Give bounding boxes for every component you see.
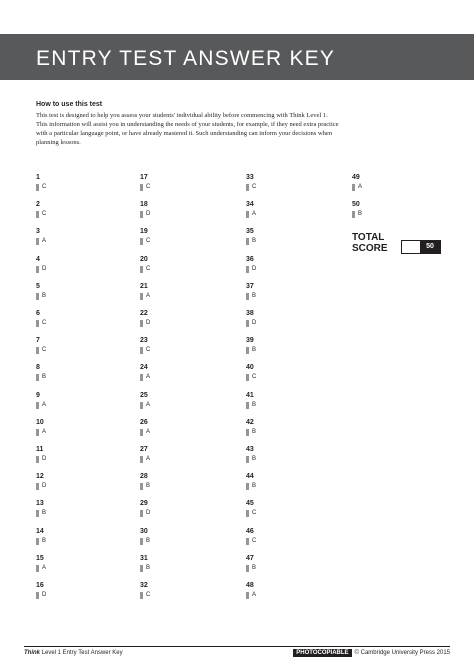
answer-item (246, 500, 306, 522)
answer-marker (246, 266, 249, 273)
answer-letter: A (42, 564, 47, 571)
question-number: 48 (246, 582, 254, 589)
answer-letter: B (146, 483, 151, 490)
footer-left (24, 650, 123, 656)
answer-item (36, 528, 96, 550)
question-number: 23 (140, 337, 148, 345)
answer-item (246, 256, 306, 278)
question-number: 9 (36, 391, 40, 399)
answer-item (352, 201, 412, 223)
question-number: 35 (246, 228, 254, 236)
answer-letter: B (146, 564, 151, 571)
answer-item (36, 582, 96, 604)
answer-item (246, 174, 306, 196)
answer-letter: B (42, 292, 47, 299)
answer-marker (140, 592, 143, 599)
score-max: 50 (420, 241, 440, 253)
answer-item (246, 555, 306, 577)
answer-item (140, 364, 200, 386)
question-number: 19 (140, 228, 148, 236)
question-number: 30 (140, 527, 148, 535)
answer-item (246, 310, 306, 332)
answer-marker (140, 538, 143, 545)
footer-brand: Think (24, 650, 40, 656)
score-box[interactable] (401, 240, 441, 254)
answer-item (36, 228, 96, 250)
answer-item (140, 419, 200, 441)
answer-marker (140, 238, 143, 245)
answer-marker (246, 293, 249, 300)
question-number: 25 (140, 391, 148, 399)
question-number: 5 (36, 282, 40, 290)
answer-marker (36, 320, 39, 327)
answer-item (140, 201, 200, 223)
question-number: 11 (36, 446, 44, 453)
answer-marker (36, 211, 39, 218)
answer-item (36, 500, 96, 522)
answer-item (140, 310, 200, 332)
question-number: 31 (140, 554, 148, 562)
answer-item (246, 228, 306, 250)
answer-marker (36, 510, 39, 517)
answer-letter: B (252, 564, 257, 571)
answer-marker (140, 184, 143, 191)
answer-item (36, 337, 96, 359)
question-number: 20 (140, 255, 148, 263)
answer-letter: B (252, 238, 257, 245)
question-number: 44 (246, 473, 254, 481)
answer-marker (140, 510, 143, 517)
answer-item (246, 582, 306, 604)
question-number: 50 (352, 201, 360, 209)
answer-item (246, 446, 306, 468)
answer-letter: C (252, 374, 257, 381)
answer-letter: C (252, 510, 257, 517)
answer-marker (36, 184, 39, 191)
answer-marker (352, 184, 355, 191)
question-number: 45 (246, 500, 254, 508)
answer-letter: B (42, 537, 47, 544)
answer-letter: A (42, 401, 47, 408)
answer-marker (246, 402, 249, 409)
footer-right (255, 649, 450, 657)
question-number: 40 (246, 364, 254, 372)
answer-marker (246, 374, 249, 381)
question-number: 4 (36, 255, 40, 263)
question-number: 17 (140, 174, 148, 181)
question-number: 14 (36, 527, 44, 535)
question-number: 39 (246, 337, 254, 345)
answer-letter: A (252, 592, 257, 598)
footer-divider (24, 646, 450, 647)
page-title: ENTRY TEST ANSWER KEY (36, 47, 336, 70)
answer-letter: D (252, 265, 257, 272)
answer-item (246, 392, 306, 414)
question-number: 8 (36, 364, 40, 372)
answer-item (140, 174, 200, 196)
answer-letter: B (146, 537, 151, 544)
answer-letter: B (42, 510, 47, 517)
answer-marker (246, 238, 249, 245)
answer-item (140, 446, 200, 468)
answer-marker (36, 347, 39, 354)
answer-marker (246, 347, 249, 354)
answer-letter: B (252, 483, 257, 490)
answer-letter: C (252, 537, 257, 544)
question-number: 15 (36, 554, 44, 562)
answer-item (140, 228, 200, 250)
question-number: 36 (246, 255, 254, 263)
answer-letter: A (146, 292, 151, 299)
answer-item (246, 473, 306, 495)
answer-item (246, 419, 306, 441)
question-number: 47 (246, 554, 254, 562)
answer-marker (246, 211, 249, 218)
answer-letter: C (252, 184, 257, 190)
answer-marker (140, 266, 143, 273)
question-number: 21 (140, 282, 148, 290)
question-number: 32 (140, 582, 148, 589)
answer-letter: B (358, 211, 363, 218)
answer-letter: A (146, 374, 151, 381)
answer-marker (352, 211, 355, 218)
answer-marker (36, 374, 39, 381)
answer-item (140, 500, 200, 522)
answer-letter: C (146, 347, 151, 354)
question-number: 6 (36, 310, 40, 317)
answer-marker (36, 238, 39, 245)
answer-item (36, 446, 96, 468)
answer-marker (140, 293, 143, 300)
answer-item (140, 256, 200, 278)
question-number: 28 (140, 473, 148, 481)
answer-marker (246, 483, 249, 490)
answer-letter: B (252, 347, 257, 354)
answer-marker (246, 510, 249, 517)
answer-letter: A (358, 184, 363, 190)
answer-marker (246, 320, 249, 327)
answer-item (140, 392, 200, 414)
answer-marker (140, 483, 143, 490)
answer-item (246, 283, 306, 305)
answer-marker (36, 266, 39, 273)
answer-marker (140, 347, 143, 354)
question-number: 49 (352, 174, 360, 181)
howto-body (36, 111, 451, 147)
answer-marker (36, 483, 39, 490)
answer-marker (140, 565, 143, 572)
answer-item (36, 473, 96, 495)
answer-item (140, 528, 200, 550)
question-number: 42 (246, 418, 254, 426)
answer-letter: C (146, 592, 151, 598)
answer-item (36, 256, 96, 278)
total-label-line2: SCORE (352, 243, 388, 254)
question-number: 37 (246, 282, 254, 290)
answer-item (36, 392, 96, 414)
howto-heading: How to use this test (36, 101, 103, 108)
answer-marker (36, 538, 39, 545)
answer-item (246, 201, 306, 223)
question-number: 13 (36, 500, 44, 508)
answer-marker (140, 374, 143, 381)
answer-marker (140, 211, 143, 218)
question-number: 18 (140, 201, 148, 209)
answer-letter: A (42, 238, 47, 245)
answer-item (36, 364, 96, 386)
answer-marker (36, 456, 39, 463)
answer-letter: D (42, 483, 47, 490)
question-number: 34 (246, 201, 254, 209)
answer-item (140, 582, 200, 604)
answer-letter: C (42, 347, 47, 354)
answer-item (352, 174, 412, 196)
answer-marker (36, 592, 39, 599)
answer-item (36, 310, 96, 332)
answer-letter: D (42, 456, 47, 462)
question-number: 1 (36, 174, 40, 181)
answer-item (246, 528, 306, 550)
answer-letter: B (252, 401, 257, 408)
answer-letter: B (252, 456, 257, 462)
answer-marker (36, 429, 39, 436)
question-number: 22 (140, 310, 148, 317)
answer-item (140, 337, 200, 359)
question-number: 7 (36, 337, 40, 345)
answer-item (36, 174, 96, 196)
answer-letter: A (146, 456, 151, 462)
answer-item (140, 283, 200, 305)
answer-letter: C (146, 238, 151, 245)
answer-marker (36, 565, 39, 572)
howto-line: with a particular language point, or have already mastered it. Such understanding can inform your decisions when (36, 130, 333, 137)
total-score-label (352, 232, 388, 254)
question-number: 41 (246, 391, 254, 399)
answer-marker (246, 592, 249, 599)
answer-letter: D (146, 320, 151, 326)
answer-letter: A (146, 428, 151, 435)
answer-letter: B (252, 428, 257, 435)
answer-item (140, 473, 200, 495)
answer-item (246, 337, 306, 359)
answer-letter: B (252, 292, 257, 299)
howto-line: This information will assist you in understanding the needs of your students, for example, if they need extra practice (36, 121, 339, 128)
answer-letter: D (146, 510, 151, 517)
answer-item (140, 555, 200, 577)
question-number: 10 (36, 418, 44, 426)
answer-marker (246, 565, 249, 572)
answer-letter: A (146, 401, 151, 408)
answer-marker (246, 429, 249, 436)
answer-letter: B (42, 374, 47, 381)
answer-marker (140, 320, 143, 327)
photocopiable-badge: PHOTOCOPIABLE (293, 649, 351, 657)
answer-letter: C (146, 184, 151, 190)
question-number: 16 (36, 582, 44, 589)
answer-marker (246, 184, 249, 191)
answer-letter: D (252, 320, 257, 326)
answer-letter: C (42, 184, 47, 190)
answer-letter: D (42, 592, 47, 598)
howto-line: This test is designed to help you assess your students' individual ability before commencing with Think Level 1. (36, 112, 328, 119)
answer-marker (246, 538, 249, 545)
answer-marker (140, 429, 143, 436)
answer-letter: D (146, 211, 151, 218)
answer-item (36, 283, 96, 305)
question-number: 43 (246, 446, 254, 453)
howto-line: planning lessons. (36, 139, 81, 146)
answer-marker (36, 402, 39, 409)
answer-letter: A (252, 211, 257, 218)
answer-marker (246, 456, 249, 463)
total-label-line1: TOTAL (352, 232, 385, 243)
question-number: 3 (36, 228, 40, 236)
question-number: 38 (246, 310, 254, 317)
question-number: 24 (140, 364, 148, 372)
answer-item (36, 419, 96, 441)
answer-item (36, 201, 96, 223)
question-number: 29 (140, 500, 148, 508)
question-number: 26 (140, 418, 148, 426)
answer-item (36, 555, 96, 577)
footer-copyright: © Cambridge University Press 2015 (354, 650, 450, 656)
question-number: 12 (36, 473, 44, 481)
question-number: 27 (140, 446, 148, 453)
answer-letter: C (42, 211, 47, 218)
question-number: 2 (36, 201, 40, 209)
answer-marker (36, 293, 39, 300)
answer-letter: C (42, 320, 47, 326)
answer-letter: A (42, 428, 47, 435)
question-number: 46 (246, 527, 254, 535)
answer-letter: D (42, 265, 47, 272)
footer-doc-title: Level 1 Entry Test Answer Key (40, 650, 123, 656)
answer-marker (140, 456, 143, 463)
question-number: 33 (246, 174, 254, 181)
answer-letter: C (146, 265, 151, 272)
answer-item (246, 364, 306, 386)
answer-marker (140, 402, 143, 409)
